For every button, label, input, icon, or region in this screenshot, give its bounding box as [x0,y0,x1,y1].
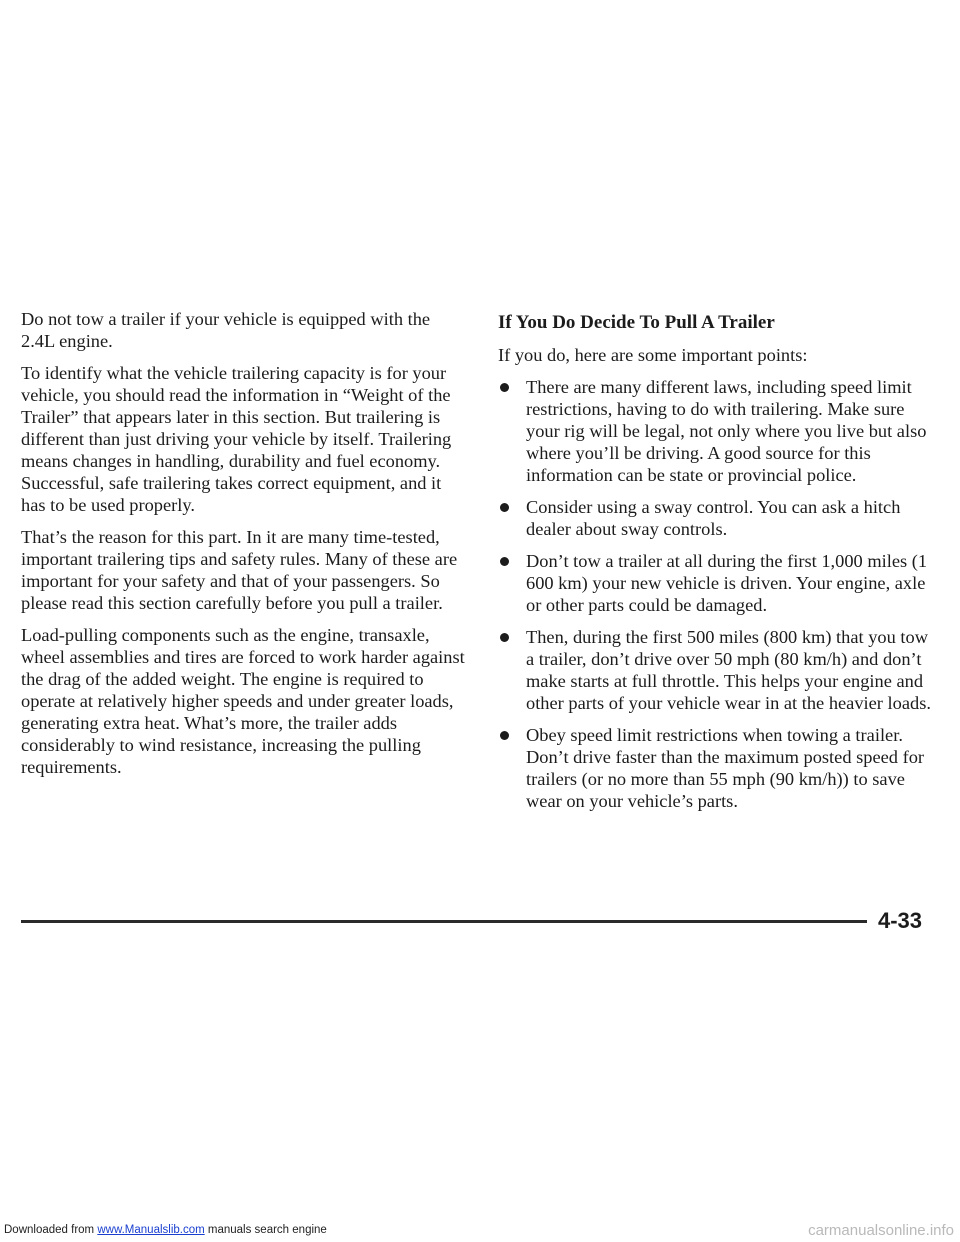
footer-rule [21,920,867,923]
left-column [21,308,467,788]
site-watermark: carmanualsonline.info [808,1222,954,1239]
list-item [498,550,940,616]
section-heading: If You Do Decide To Pull A Trailer [498,312,775,333]
list-item-text: There are many different laws, including speed limit restrictions, having to do with trailering. Make sure your rig will be legal, not only where you live but also where you’ll be driving. A good source for this information can be state or provincial police. [526,377,927,485]
list-item-text: Consider using a sway control. You can ask a hitch dealer about sway controls. [526,497,901,539]
list-item [498,626,940,714]
list-item [498,496,940,540]
manualslib-link[interactable]: www.Manualslib.com [97,1224,205,1236]
list-item-text: Obey speed limit restrictions when towing a trailer. Don’t drive faster than the maximum posted speed for trailers (or no more than 55 mph (90 km/h)) to save wear on your vehicle’s parts. [526,725,925,811]
paragraph-load-pulling: Load-pulling components such as the engine, transaxle, wheel assemblies and tires are forced to work harder against the drag of the added weight. The engine is required to operate at relatively higher speeds and under greater loads, generating extra heat. What’s more, the trailer adds considerably to wind resistance, increasing the pulling requirements. [21,625,465,777]
bullet-list [498,376,940,812]
paragraph-engine-warning: Do not tow a trailer if your vehicle is equipped with the 2.4L engine. [21,309,431,351]
bullet-dot-icon [500,383,509,392]
bullet-dot-icon [500,633,509,642]
bullet-dot-icon [500,503,509,512]
list-item-text: Don’t tow a trailer at all during the first 1,000 miles (1 600 km) your new vehicle is driven. Your engine, axle or other parts could be damaged. [526,551,928,615]
paragraph-trailering-capacity: To identify what the vehicle trailering capacity is for your vehicle, you should read the information in “Weight of the Trailer” that appears later in this section. But trailering is different than just driving your vehicle by itself. Trailering means changes in handling, durability and fuel economy. Successful, safe trailering takes correct equipment, and it has to be used properly. [21,363,452,515]
page-number: 4-33 [878,908,923,933]
footer-prefix: Downloaded from [4,1224,98,1236]
list-item [498,376,940,486]
list-item [498,724,940,812]
right-column [498,308,940,822]
section-intro: If you do, here are some important points: [498,345,808,365]
footer-suffix: manuals search engine [204,1224,327,1236]
paragraph-safety-rules: That’s the reason for this part. In it are many time-tested, important trailering tips and safety rules. Many of these are important for your safety and that of your passengers. So please read this section carefully before you pull a trailer. [21,527,458,613]
bullet-dot-icon [500,557,509,566]
download-footer [4,1224,327,1236]
list-item-text: Then, during the first 500 miles (800 km) that you tow a trailer, don’t drive over 50 mph (80 km/h) and don’t make starts at full throttle. This helps your engine and other parts of your vehicle wear in at the heavier loads. [526,627,931,713]
bullet-dot-icon [500,731,509,740]
